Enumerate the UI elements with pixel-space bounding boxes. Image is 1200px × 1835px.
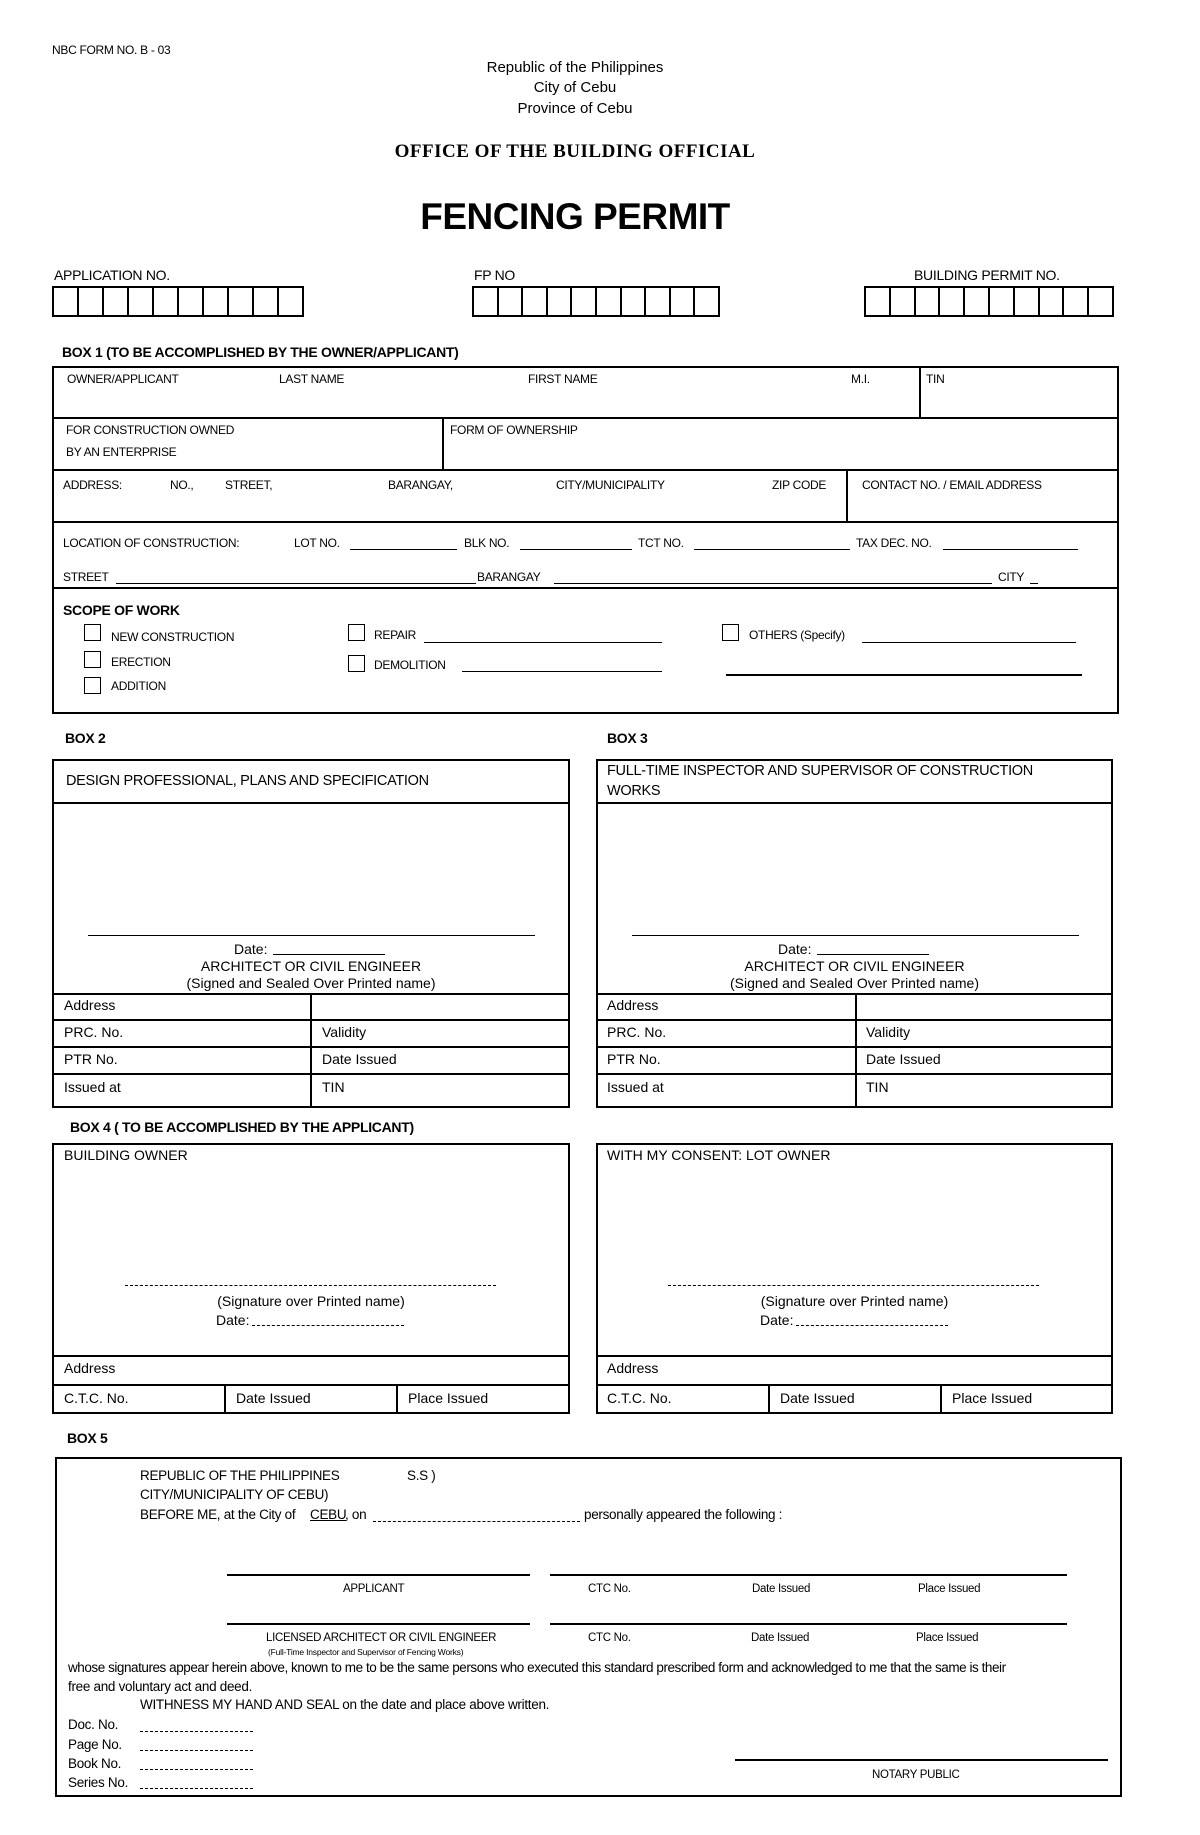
building-permit-no-field[interactable]: [864, 286, 1114, 317]
applicant-line[interactable]: [227, 1574, 530, 1576]
box3-title-1: FULL-TIME INSPECTOR AND SUPERVISOR OF CONSTRUCTION: [607, 763, 1033, 779]
box2-address-label: Address: [64, 997, 116, 1013]
building-owner-address-label: Address: [64, 1360, 116, 1376]
box2-signer: ARCHITECT OR CIVIL ENGINEER: [200, 958, 422, 974]
form-number: NBC FORM NO. B - 03: [52, 43, 171, 57]
series-no-line[interactable]: [140, 1788, 253, 1789]
box3-title-2: WORKS: [607, 783, 661, 799]
applicant-date-issued-label: Date Issued: [752, 1583, 811, 1595]
page-no-label: Page No.: [68, 1737, 122, 1752]
box3-date-line[interactable]: [817, 954, 929, 955]
box4-divider: [52, 1355, 570, 1357]
box4-divider: [596, 1355, 1113, 1357]
box2-date-issued-label: Date Issued: [322, 1051, 397, 1067]
box4-divider: [52, 1384, 570, 1386]
header-city: City of Cebu: [533, 79, 617, 96]
repair-line[interactable]: [424, 642, 662, 643]
tct-no-line[interactable]: [694, 549, 850, 550]
lot-owner-date-line[interactable]: [796, 1325, 948, 1326]
lot-owner-ctc-label: C.T.C. No.: [607, 1390, 672, 1406]
engineer-ctc-line[interactable]: [550, 1623, 1067, 1625]
loc-street-label: STREET: [63, 570, 109, 584]
box3-label: BOX 3: [607, 730, 648, 746]
box4-right: [596, 1143, 1113, 1414]
notary-public-label: NOTARY PUBLIC: [872, 1769, 960, 1781]
box1-divider: [442, 417, 444, 470]
loc-barangay-line[interactable]: [554, 583, 992, 584]
building-owner-date-issued-label: Date Issued: [236, 1390, 311, 1406]
page-title: FENCING PERMIT: [420, 196, 730, 237]
box1-divider: [52, 587, 1119, 589]
taxdec-no-label: TAX DEC. NO.: [856, 536, 932, 550]
engineer-date-issued-label: Date Issued: [751, 1632, 810, 1644]
book-no-line[interactable]: [140, 1769, 253, 1770]
erection-checkbox[interactable]: [84, 651, 101, 668]
mi-label: M.I.: [851, 372, 870, 386]
lot-owner-title: WITH MY CONSENT: LOT OWNER: [607, 1147, 831, 1163]
tin-label: TIN: [926, 372, 945, 386]
tct-no-label: TCT NO.: [638, 536, 684, 550]
box3-ptr-label: PTR No.: [607, 1051, 661, 1067]
building-owner-place-issued-label: Place Issued: [408, 1390, 489, 1406]
box3-date-label: Date:: [778, 941, 812, 957]
before-me-on: , on: [345, 1507, 367, 1522]
enterprise-label-1: FOR CONSTRUCTION OWNED: [66, 423, 235, 437]
acknowledgment-text-1: whose signatures appear herein above, known to me to be the same persons who executed this standard prescribed form and acknowledged to me that the same is their: [68, 1660, 1006, 1675]
engineer-ctc-label: CTC No.: [588, 1632, 631, 1644]
others-line[interactable]: [862, 642, 1076, 643]
series-no-label: Series No.: [68, 1775, 129, 1790]
header-country: Republic of the Philippines: [486, 59, 664, 76]
box3-signed: (Signed and Sealed Over Printed name): [729, 975, 980, 991]
box3-date-issued-label: Date Issued: [866, 1051, 941, 1067]
address-city-label: CITY/MUNICIPALITY: [556, 478, 665, 492]
box2-date-line[interactable]: [273, 954, 385, 955]
box3-divider: [596, 802, 1113, 804]
before-me-date-line[interactable]: [373, 1521, 580, 1522]
box2-divider: [52, 802, 570, 804]
building-owner-signature-line[interactable]: [125, 1285, 496, 1286]
loc-city-line[interactable]: [1030, 583, 1038, 584]
zip-code-label: ZIP CODE: [772, 478, 827, 492]
application-no-field[interactable]: [52, 286, 304, 317]
box1-divider: [52, 469, 1119, 471]
new-construction-label: NEW CONSTRUCTION: [111, 630, 235, 644]
location-label: LOCATION OF CONSTRUCTION:: [63, 536, 240, 550]
box4-divider: [596, 1384, 1113, 1386]
building-owner-ctc-label: C.T.C. No.: [64, 1390, 129, 1406]
box4-divider: [940, 1384, 942, 1414]
repair-checkbox[interactable]: [348, 624, 365, 641]
personally-appeared-text: personally appeared the following :: [584, 1507, 783, 1522]
applicant-ctc-label: CTC No.: [588, 1583, 631, 1595]
demolition-checkbox[interactable]: [348, 655, 365, 672]
fp-no-label: FP NO: [474, 267, 516, 283]
building-owner-signature-label: (Signature over Printed name): [217, 1293, 405, 1309]
header-province: Province of Cebu: [517, 100, 633, 117]
building-owner-date-label: Date:: [216, 1312, 250, 1328]
ss-label: S.S ): [407, 1468, 436, 1483]
cebu-text: CEBU: [310, 1507, 347, 1522]
box2-validity-label: Validity: [322, 1024, 367, 1040]
box3-signer: ARCHITECT OR CIVIL ENGINEER: [744, 958, 965, 974]
lot-owner-date-label: Date:: [760, 1312, 794, 1328]
new-construction-checkbox[interactable]: [84, 624, 101, 641]
box2-label: BOX 2: [65, 730, 106, 746]
repair-label: REPAIR: [374, 628, 416, 642]
addition-checkbox[interactable]: [84, 677, 101, 694]
lot-owner-signature-line[interactable]: [668, 1285, 1039, 1286]
lot-owner-address-label: Address: [607, 1360, 659, 1376]
address-street-label: STREET,: [225, 478, 273, 492]
lot-owner-date-issued-label: Date Issued: [780, 1390, 855, 1406]
loc-city-label: CITY: [998, 570, 1025, 584]
lot-no-label: LOT NO.: [294, 536, 340, 550]
box2-issued-at-label: Issued at: [64, 1079, 121, 1095]
box3-address-label: Address: [607, 997, 659, 1013]
application-no-label: APPLICATION NO.: [54, 267, 170, 283]
lot-owner-place-issued-label: Place Issued: [952, 1390, 1033, 1406]
engineer-line[interactable]: [227, 1623, 530, 1625]
box2-signature-line[interactable]: [88, 935, 535, 936]
fp-no-field[interactable]: [472, 286, 720, 317]
office-title: OFFICE OF THE BUILDING OFFICIAL: [394, 141, 756, 162]
box2-signed: (Signed and Sealed Over Printed name): [186, 975, 436, 991]
box1-heading: BOX 1 (TO BE ACCOMPLISHED BY THE OWNER/APPLICANT): [62, 344, 459, 360]
box1-divider: [846, 469, 848, 522]
building-permit-no-label: BUILDING PERMIT NO.: [914, 267, 1060, 283]
box2-title: DESIGN PROFESSIONAL, PLANS AND SPECIFICATION: [66, 773, 429, 789]
doc-no-line[interactable]: [140, 1731, 253, 1732]
book-no-label: Book No.: [68, 1756, 122, 1771]
box3-signature-line[interactable]: [632, 935, 1079, 936]
box1-divider: [919, 366, 921, 418]
erection-label: ERECTION: [111, 655, 171, 669]
box3-validity-label: Validity: [866, 1024, 911, 1040]
box2-tin-label: TIN: [322, 1079, 345, 1095]
loc-barangay-label: BARANGAY: [477, 570, 541, 584]
notary-line[interactable]: [735, 1759, 1108, 1761]
demolition-line[interactable]: [462, 671, 662, 672]
addition-label: ADDITION: [111, 679, 166, 693]
owner-applicant-label: OWNER/APPLICANT: [67, 372, 179, 386]
lot-owner-signature-label: (Signature over Printed name): [760, 1293, 949, 1309]
others-checkbox[interactable]: [722, 624, 739, 641]
box3-prc-label: PRC. No.: [607, 1024, 667, 1040]
address-no-label: NO.,: [170, 478, 194, 492]
demolition-label: DEMOLITION: [374, 658, 446, 672]
box3-divider: [855, 993, 857, 1108]
before-me-text: BEFORE ME, at the City of: [140, 1507, 296, 1522]
box1-divider: [52, 521, 1119, 523]
applicant-place-issued-label: Place Issued: [918, 1583, 981, 1595]
licensed-engineer-sublabel: (Full-Time Inspector and Supervisor of Fencing Works): [268, 1647, 464, 1657]
form-of-ownership-label: FORM OF OWNERSHIP: [450, 423, 578, 437]
box3-tin-label: TIN: [866, 1079, 889, 1095]
blk-no-line[interactable]: [520, 549, 632, 550]
applicant-label: APPLICANT: [343, 1583, 405, 1595]
blk-no-label: BLK NO.: [464, 536, 510, 550]
first-name-label: FIRST NAME: [528, 372, 598, 386]
city-muni-line: CITY/MUNICIPALITY OF CEBU): [140, 1487, 329, 1502]
box2-divider: [310, 993, 312, 1108]
box4-divider: [396, 1384, 398, 1414]
others-label: OTHERS (Specify): [749, 628, 845, 642]
building-owner-title: BUILDING OWNER: [64, 1147, 188, 1163]
box2-ptr-label: PTR No.: [64, 1051, 118, 1067]
loc-street-line[interactable]: [116, 583, 476, 584]
box4-heading: BOX 4 ( TO BE ACCOMPLISHED BY THE APPLICANT): [70, 1119, 414, 1135]
box3-issued-at-label: Issued at: [607, 1079, 664, 1095]
enterprise-label-2: BY AN ENTERPRISE: [66, 445, 177, 459]
box5-label: BOX 5: [67, 1430, 108, 1446]
witness-text: WITHNESS MY HAND AND SEAL on the date and place above written.: [140, 1697, 550, 1712]
box4-divider: [768, 1384, 770, 1414]
page-no-line[interactable]: [140, 1750, 253, 1751]
box1-divider: [52, 417, 1119, 419]
scope-heading: SCOPE OF WORK: [63, 602, 180, 618]
licensed-engineer-label: LICENSED ARCHITECT OR CIVIL ENGINEER: [266, 1632, 497, 1644]
others-line-2[interactable]: [726, 674, 1082, 676]
box4-left: [52, 1143, 570, 1414]
address-barangay-label: BARANGAY,: [388, 478, 453, 492]
box2-prc-label: PRC. No.: [64, 1024, 124, 1040]
acknowledgment-text-2: free and voluntary act and deed.: [68, 1679, 253, 1694]
box2-date-label: Date:: [234, 941, 268, 957]
box4-divider: [224, 1384, 226, 1414]
engineer-place-issued-label: Place Issued: [916, 1632, 979, 1644]
taxdec-no-line[interactable]: [943, 549, 1078, 550]
last-name-label: LAST NAME: [279, 372, 345, 386]
contact-label: CONTACT NO. / EMAIL ADDRESS: [862, 478, 1042, 492]
applicant-ctc-line[interactable]: [550, 1574, 1067, 1576]
doc-no-label: Doc. No.: [68, 1717, 119, 1732]
building-owner-date-line[interactable]: [252, 1325, 404, 1326]
address-label: ADDRESS:: [63, 478, 122, 492]
republic-line: REPUBLIC OF THE PHILIPPINES: [140, 1468, 340, 1483]
lot-no-line[interactable]: [350, 549, 457, 550]
